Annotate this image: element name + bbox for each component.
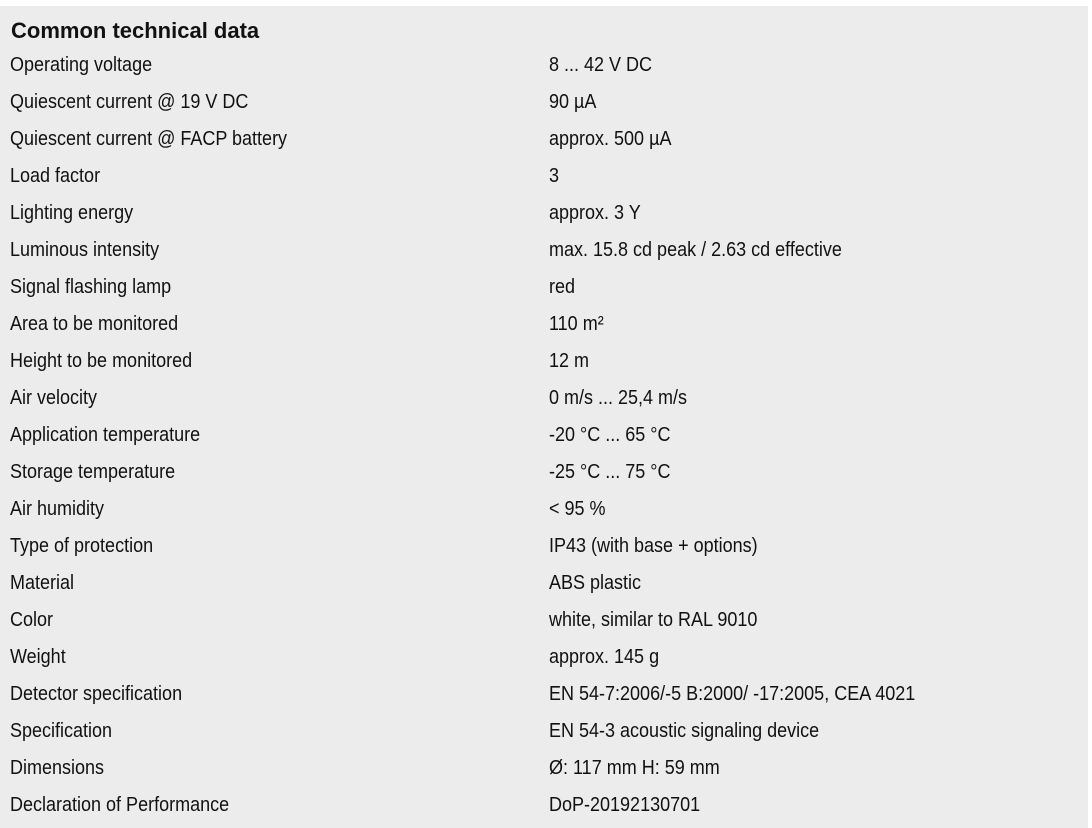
row-value: white, similar to RAL 9010 [549,609,758,631]
row-label: Luminous intensity [10,239,160,261]
table-row [0,419,1088,456]
row-label: Quiescent current @ 19 V DC [10,91,249,113]
row-label: Dimensions [10,757,105,779]
row-value: approx. 145 g [549,646,660,668]
technical-data-table [0,49,1088,826]
row-value: 3 [549,165,560,187]
table-row [0,789,1088,826]
row-label: Load factor [10,165,101,187]
row-value: approx. 500 µA [549,128,672,150]
table-row [0,197,1088,234]
row-label: Air humidity [10,498,105,520]
row-label: Material [10,572,75,594]
row-value: IP43 (with base + options) [549,535,758,557]
row-value: -20 °C ... 65 °C [549,424,671,446]
row-value: EN 54-7:2006/-5 B:2000/ -17:2005, CEA 4021 [549,683,916,705]
row-label: Lighting energy [10,202,134,224]
row-label: Storage temperature [10,461,176,483]
table-row [0,160,1088,197]
table-row [0,234,1088,271]
row-label: Quiescent current @ FACP battery [10,128,288,150]
row-label: Type of protection [10,535,154,557]
row-value: red [549,276,576,298]
row-value: max. 15.8 cd peak / 2.63 cd effective [549,239,842,261]
row-label: Weight [10,646,66,668]
table-row [0,382,1088,419]
row-value: -25 °C ... 75 °C [549,461,671,483]
table-row [0,715,1088,752]
row-value: 90 µA [549,91,597,113]
row-label: Specification [10,720,113,742]
table-row [0,752,1088,789]
row-label: Declaration of Performance [10,794,230,816]
row-value: approx. 3 Y [549,202,641,224]
row-value: 12 m [549,350,590,372]
table-row [0,493,1088,530]
row-value: Ø: 117 mm H: 59 mm [549,757,720,779]
row-value: 110 m² [549,313,604,335]
row-label: Height to be monitored [10,350,193,372]
row-value: 8 ... 42 V DC [549,54,653,76]
row-label: Area to be monitored [10,313,179,335]
row-value: < 95 % [549,498,606,520]
table-row [0,641,1088,678]
row-value: ABS plastic [549,572,642,594]
table-row [0,49,1088,86]
row-value: EN 54-3 acoustic signaling device [549,720,820,742]
technical-data-panel [0,6,1088,828]
section-title: Common technical data [11,18,260,43]
row-label: Signal flashing lamp [10,276,172,298]
table-row [0,678,1088,715]
row-label: Operating voltage [10,54,153,76]
table-row [0,86,1088,123]
table-row [0,345,1088,382]
row-label: Air velocity [10,387,98,409]
table-row [0,456,1088,493]
row-label: Detector specification [10,683,183,705]
table-row [0,271,1088,308]
table-row [0,530,1088,567]
table-row [0,308,1088,345]
row-label: Color [10,609,54,631]
table-row [0,567,1088,604]
row-value: DoP-20192130701 [549,794,701,816]
table-row [0,604,1088,641]
row-label: Application temperature [10,424,201,446]
row-value: 0 m/s ... 25,4 m/s [549,387,688,409]
table-row [0,123,1088,160]
